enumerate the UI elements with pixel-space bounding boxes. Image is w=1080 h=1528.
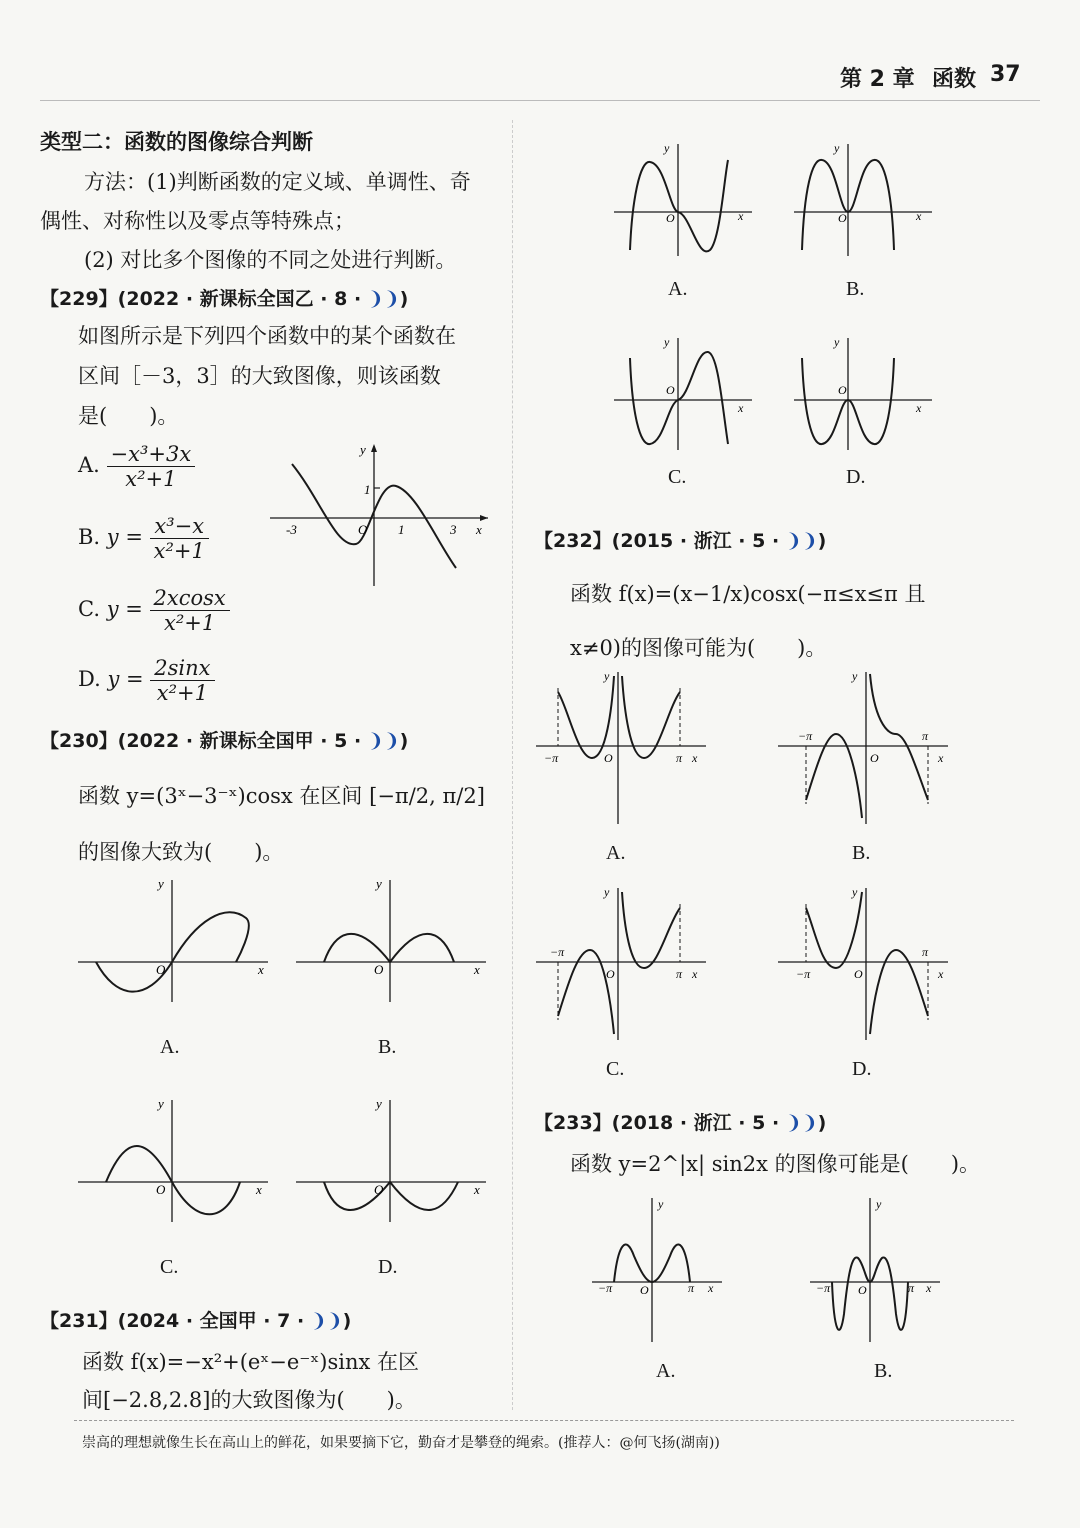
neg-pi-label: −π: [550, 945, 565, 959]
neg-pi-label: −π: [598, 1281, 613, 1295]
q229-option-a: A. $\frac{\text{−x³+3x}}{\text{x²+1}}$: [78, 442, 195, 491]
q229-x-label: x: [476, 522, 482, 537]
method-line-3: (2) 对比多个图像的不同之处进行判断。: [84, 248, 457, 272]
q231-option-d: D.: [846, 466, 866, 488]
origin-label: O: [156, 962, 166, 977]
q231-head: 【231】(2024 · 全国甲 · 7 · ❩❩): [40, 1310, 352, 1332]
q233-head: 【233】(2018 · 浙江 · 5 · ❩❩): [534, 1112, 827, 1134]
pi-label: π: [676, 967, 683, 981]
neg-pi-label: −π: [816, 1281, 831, 1295]
q231-graph-d: [790, 334, 940, 454]
q229-graph: [266, 440, 496, 590]
axis-x-label: x: [938, 967, 944, 981]
q231-graph-a: [610, 140, 760, 260]
page-number: 37: [990, 62, 1021, 87]
q232-option-d: D.: [852, 1058, 872, 1080]
axis-y-label: y: [834, 335, 840, 349]
q230-option-c: C.: [160, 1256, 179, 1278]
axis-y-label: y: [376, 876, 382, 891]
q232-head: 【232】(2015 · 浙江 · 5 · ❩❩): [534, 530, 827, 552]
q229-origin: O: [358, 522, 368, 537]
neg-pi-label: −π: [544, 751, 559, 765]
axis-x-label: x: [474, 962, 480, 977]
axis-x-label: x: [708, 1281, 714, 1295]
pi-label: π: [676, 751, 683, 765]
q229-option-d: D. y = $\frac{2\sin x}{\text{x²+1}}$: [78, 656, 215, 705]
header-rule: [40, 100, 1040, 101]
axis-x-label: x: [692, 967, 698, 981]
pi-label: π: [688, 1281, 695, 1295]
q230-graph-d: [294, 1094, 494, 1224]
chapter-topic: 函数: [932, 67, 977, 92]
pi-label: π: [908, 1281, 915, 1295]
q230-head: 【230】(2022 · 新课标全国甲 · 5 · ❩❩): [40, 730, 409, 752]
q232-option-c: C.: [606, 1058, 625, 1080]
axis-y-label: y: [664, 335, 670, 349]
q230-interval: [−π/2, π/2]: [369, 784, 485, 808]
axis-x-label: x: [474, 1182, 480, 1197]
q233-stem: 函数 y=2^|x| sin2x 的图像可能是( )。: [570, 1152, 981, 1176]
difficulty-icon: ❩❩: [785, 1112, 818, 1134]
difficulty-icon: ❩❩: [367, 288, 400, 310]
q229-stem-3: 是( )。: [78, 404, 179, 428]
difficulty-icon: ❩❩: [785, 530, 818, 552]
axis-x-label: x: [916, 209, 922, 223]
column-divider: [512, 120, 513, 1410]
axis-y-label: y: [604, 669, 610, 683]
q230-graph-c: [76, 1094, 276, 1224]
origin-label: O: [838, 383, 847, 397]
q229-option-c: C. y = $\frac{2xcosx}{\text{x²+1}}$: [78, 586, 230, 635]
origin-label: O: [666, 211, 675, 225]
q232-option-b: B.: [852, 842, 871, 864]
axis-x-label: x: [926, 1281, 932, 1295]
pi-label: π: [922, 945, 929, 959]
q229-tick-1: 1: [398, 522, 405, 537]
difficulty-icon: ❩❩: [310, 1310, 343, 1332]
neg-pi-label: −π: [798, 729, 813, 743]
origin-label: O: [666, 383, 675, 397]
q229-tick-3: 3: [450, 522, 457, 537]
q232-graph-a: [534, 668, 714, 828]
origin-label: O: [838, 211, 847, 225]
origin-label: O: [854, 967, 863, 981]
axis-y-label: y: [834, 141, 840, 155]
q231-stem-1: 函数 f(x)=−x²+(eˣ−e⁻ˣ)sinx 在区: [82, 1350, 419, 1374]
q231-option-b: B.: [846, 278, 865, 300]
origin-label: O: [606, 967, 615, 981]
axis-y-label: y: [852, 885, 858, 899]
origin-label: O: [156, 1182, 166, 1197]
q230-option-d: D.: [378, 1256, 398, 1278]
q231-option-a: A.: [668, 278, 688, 300]
q231-option-c: C.: [668, 466, 687, 488]
footer-rule: [74, 1420, 1014, 1421]
axis-y-label: y: [604, 885, 610, 899]
q232-stem-2: x≠0)的图像可能为( )。: [570, 636, 827, 660]
axis-x-label: x: [738, 209, 744, 223]
q229-stem-1: 如图所示是下列四个函数中的某个函数在: [78, 324, 456, 348]
axis-x-label: x: [738, 401, 744, 415]
axis-y-label: y: [158, 876, 164, 891]
origin-label: O: [870, 751, 879, 765]
origin-label: O: [374, 1182, 384, 1197]
axis-x-label: x: [692, 751, 698, 765]
axis-x-label: x: [938, 751, 944, 765]
axis-x-label: x: [916, 401, 922, 415]
q232-option-a: A.: [606, 842, 626, 864]
origin-label: O: [374, 962, 384, 977]
q233-option-a: A.: [656, 1360, 676, 1382]
difficulty-icon: ❩❩: [367, 730, 400, 752]
neg-pi-label: −π: [796, 967, 811, 981]
axis-y-label: y: [158, 1096, 164, 1111]
q231-graph-b: [790, 140, 940, 260]
q232-graph-b: [776, 668, 956, 828]
q229-y-tick: 1: [364, 482, 371, 497]
q232-graph-d: [776, 884, 956, 1044]
axis-y-label: y: [658, 1197, 664, 1211]
q232-graph-c: [534, 884, 714, 1044]
chapter-label: 第 2 章: [840, 67, 915, 92]
axis-x-label: x: [258, 962, 264, 977]
q231-graph-c: [610, 334, 760, 454]
q230-option-b: B.: [378, 1036, 397, 1058]
q229-stem-2: 区间［－3，3］的大致图像，则该函数: [78, 364, 441, 388]
q230-graph-b: [294, 874, 494, 1004]
origin-label: O: [858, 1283, 867, 1297]
origin-label: O: [604, 751, 613, 765]
q229-y-label: y: [360, 442, 366, 457]
section-title: 类型二：函数的图像综合判断: [40, 130, 313, 154]
q230-option-a: A.: [160, 1036, 180, 1058]
q233-graph-b: [808, 1194, 948, 1344]
q230-stem-1: 函数 y=(3ˣ−3⁻ˣ)cosx 在区间 [−π/2, π/2]: [78, 784, 485, 808]
q231-stem-2: 间[−2.8,2.8]的大致图像为( )。: [82, 1388, 416, 1412]
q229-tick-neg3: -3: [286, 522, 297, 537]
axis-y-label: y: [664, 141, 670, 155]
axis-y-label: y: [376, 1096, 382, 1111]
q230-graph-a: [76, 874, 276, 1004]
q233-graph-a: [590, 1194, 730, 1344]
footer-quote: 崇高的理想就像生长在高山上的鲜花，如果要摘下它，勤奋才是攀登的绳索。(推荐人：@何飞扬(湖南)): [82, 1435, 720, 1451]
q230-stem-2: 的图像大致为( )。: [78, 840, 284, 864]
axis-x-label: x: [256, 1182, 262, 1197]
axis-y-label: y: [852, 669, 858, 683]
q229-option-b: B. y = $\frac{\text{x³−x}}{\text{x²+1}}$: [78, 514, 209, 563]
method-line-2: 偶性、对称性以及零点等特殊点；: [40, 209, 355, 233]
axis-y-label: y: [876, 1197, 882, 1211]
q233-option-b: B.: [874, 1360, 893, 1382]
pi-label: π: [922, 729, 929, 743]
method-line-1: 方法：(1)判断函数的定义域、单调性、奇: [84, 170, 471, 194]
origin-label: O: [640, 1283, 649, 1297]
q229-head: 【229】(2022 · 新课标全国乙 · 8 · ❩❩): [40, 288, 409, 310]
q232-stem-1: 函数 f(x)=(x−1/x)cosx(−π≤x≤π 且: [570, 582, 926, 606]
